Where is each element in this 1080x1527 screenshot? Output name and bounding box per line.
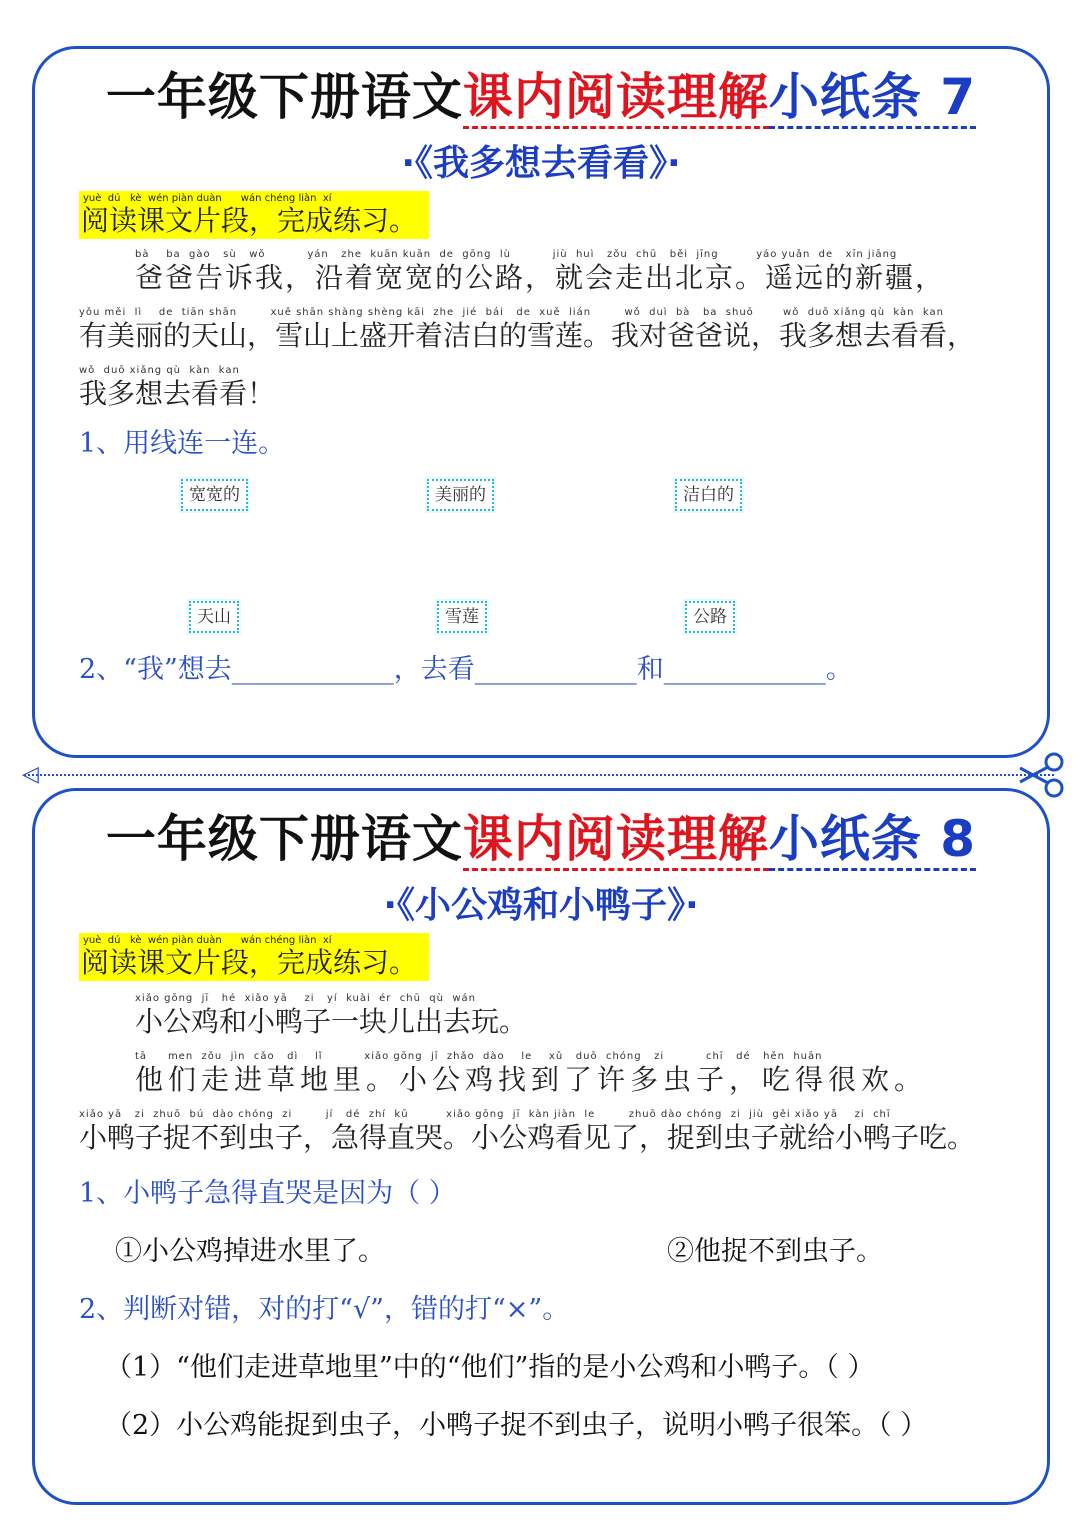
title-part-number: 小纸条 8 <box>769 810 976 871</box>
passage-text: 爸爸告诉我，沿着宽宽的公路，就会走出北京。遥远的新疆， <box>135 261 946 294</box>
worksheet-card-7 <box>32 46 1050 758</box>
passage-pinyin: yǒu měi lì de tiān shān xuě shān shàng shèng kāi zhe jié bái de xuě lián wǒ duì bà ba shuō wǒ duō xiǎng qù kàn kan <box>79 307 944 318</box>
match-word-bottom[interactable]: 天山 <box>189 601 239 633</box>
passage-line <box>79 1109 975 1155</box>
passage-text: 小鸭子捉不到虫子，急得直哭。小公鸡看见了，捉到虫子就给小鸭子吃。 <box>79 1121 976 1154</box>
instruction-banner <box>79 191 429 239</box>
cut-line <box>24 774 1054 776</box>
title-part-grade: 一年级下册语文 <box>105 68 463 126</box>
instruction-banner <box>79 933 429 981</box>
match-word-top[interactable]: 洁白的 <box>675 479 742 511</box>
match-word-top[interactable]: 美丽的 <box>427 479 494 511</box>
lesson-title: ·《我多想去看看》· <box>401 143 681 184</box>
passage-line <box>79 307 975 353</box>
worksheet-card-8 <box>32 788 1050 1505</box>
card-title <box>35 809 1047 869</box>
passage-pinyin: tā men zǒu jìn cǎo dì lǐ xiǎo gōng jī zhǎo dào le xǔ duō chóng zi chī dé hěn huān <box>135 1051 823 1062</box>
passage-pinyin: bà ba gào sù wǒ yán zhe kuān kuān de gōng lù jiù huì zǒu chū běi jīng yáo yuǎn de xīn jiāng <box>135 249 898 260</box>
passage-line <box>135 1051 927 1097</box>
title-part-grade: 一年级下册语文 <box>105 810 463 868</box>
passage-text: 有美丽的天山，雪山上盛开着洁白的雪莲。我对爸爸说，我多想去看看， <box>79 319 976 352</box>
match-word-bottom[interactable]: 公路 <box>685 601 735 633</box>
passage-pinyin: xiǎo yā zi zhuō bú dào chóng zi jí dé zhí kū xiǎo gōng jī kàn jiàn le zhuō dào chóng zi jiù gěi xiǎo yā zi chī <box>79 1109 891 1120</box>
title-part-reading: 课内阅读理解 <box>463 810 769 871</box>
judge-item-2[interactable]: （2）小公鸡能捉到虫子，小鸭子捉不到虫子，说明小鸭子很笨。（ ） <box>105 1410 928 1441</box>
judge-item-1[interactable]: （1）“他们走进草地里”中的“他们”指的是小公鸡和小鸭子。（ ） <box>105 1352 875 1383</box>
instruction-pinyin: yuè dú kè wén piàn duàn wán chéng liàn xí <box>83 193 332 204</box>
passage-text: 我多想去看看！ <box>79 377 276 410</box>
passage-line <box>79 365 275 411</box>
instruction-text: 阅读课文片段，完成练习。 <box>81 204 418 237</box>
match-word-bottom[interactable]: 雪莲 <box>437 601 487 633</box>
choice-option-2[interactable]: ②他捉不到虫子。 <box>667 1236 883 1267</box>
lesson-title: ·《小公鸡和小鸭子》· <box>383 885 699 926</box>
question-2: 2、判断对错，对的打“√”，错的打“×”。 <box>79 1294 570 1325</box>
instruction-text: 阅读课文片段，完成练习。 <box>81 946 418 979</box>
arrow-left-icon: ◁ <box>22 762 39 787</box>
question-1: 1、小鸭子急得直哭是因为（ ） <box>79 1178 456 1209</box>
question-2: 2、“我”想去____________，去看____________和____________。 <box>79 654 853 685</box>
question-1: 1、用线连一连。 <box>79 428 286 459</box>
passage-line <box>135 993 527 1039</box>
passage-pinyin: wǒ duō xiǎng qù kàn kan <box>79 365 240 376</box>
card-title <box>35 67 1047 127</box>
passage-line <box>135 249 945 295</box>
title-part-number: 小纸条 7 <box>769 68 976 129</box>
passage-text: 他们走进草地里。小公鸡找到了许多虫子，吃得很欢。 <box>135 1063 928 1096</box>
match-word-top[interactable]: 宽宽的 <box>181 479 248 511</box>
choice-option-1[interactable]: ①小公鸡掉进水里了。 <box>115 1236 385 1267</box>
passage-pinyin: xiǎo gōng jī hé xiǎo yā zi yí kuài ér chū qù wán <box>135 993 476 1004</box>
instruction-pinyin: yuè dú kè wén piàn duàn wán chéng liàn xí <box>83 935 332 946</box>
passage-text: 小公鸡和小鸭子一块儿出去玩。 <box>135 1005 528 1038</box>
title-part-reading: 课内阅读理解 <box>463 68 769 129</box>
